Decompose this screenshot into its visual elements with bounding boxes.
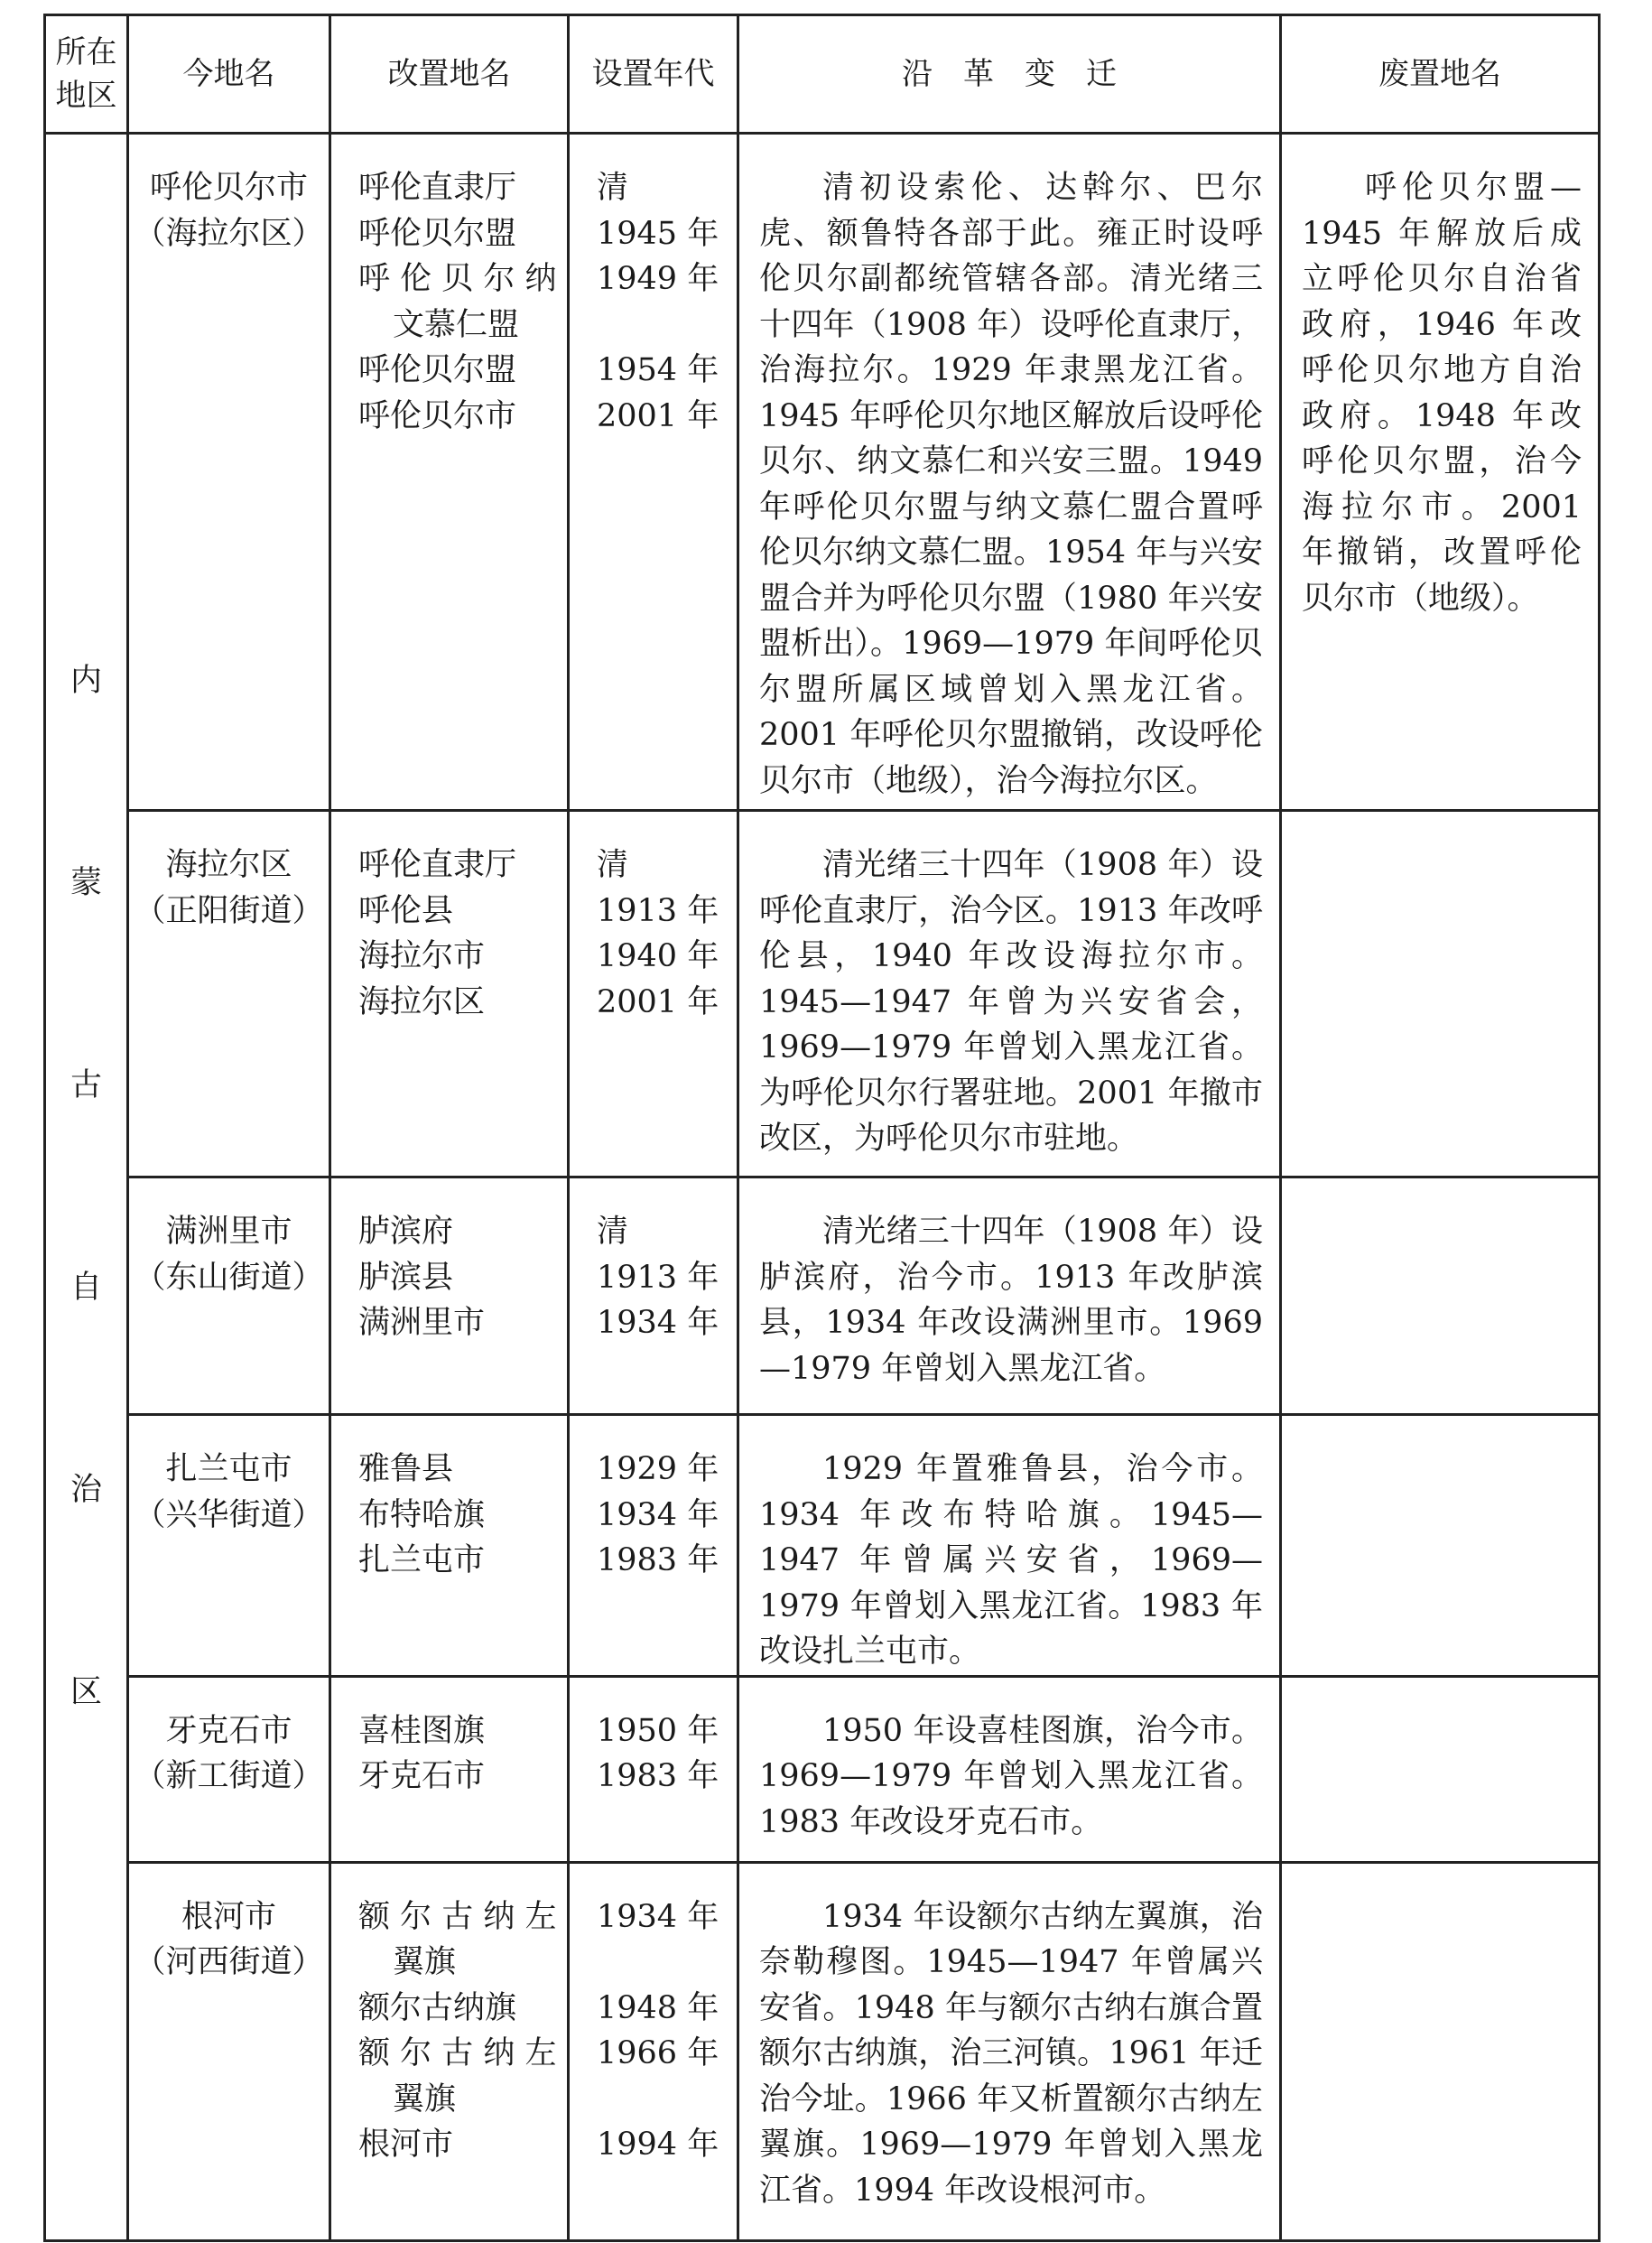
table-body xyxy=(45,134,1600,2241)
current-name-line: 牙克石市 xyxy=(165,1712,292,1749)
changed-name-line: 呼伦贝尔盟 xyxy=(358,352,517,388)
current-name-line: （兴华街道） xyxy=(134,1496,324,1533)
region-char: 内 xyxy=(70,663,102,700)
history-cell xyxy=(738,1862,1281,2240)
current-name-cell xyxy=(128,1415,330,1677)
changed-name-line: 雅鲁县 xyxy=(358,1451,454,1487)
header-region xyxy=(45,15,128,134)
year-line: 1966 年 xyxy=(597,2035,719,2071)
history-text: 清光绪三十四年（1908 年）设胪滨府，治今市。1913 年改胪滨县，1934 年改设满洲里市。1969—1979 年曾划入黑龙江省。 xyxy=(759,1214,1263,1387)
history-cell xyxy=(738,134,1281,811)
table-row xyxy=(45,811,1600,1177)
changed-name-line: 海拉尔区 xyxy=(358,983,486,1020)
abolished-cell xyxy=(1281,134,1600,811)
current-name-cell xyxy=(128,1177,330,1415)
changed-name-cell xyxy=(330,1862,569,2240)
current-name-cell xyxy=(128,811,330,1177)
header-current-name: 今地名 xyxy=(128,15,330,134)
year-line: 清 xyxy=(597,1214,629,1250)
table-row xyxy=(45,1415,1600,1677)
changed-name-cell xyxy=(330,1676,569,1862)
changed-name-cell xyxy=(330,1177,569,1415)
year-line: 1934 年 xyxy=(597,1305,719,1341)
year-line: 1950 年 xyxy=(597,1712,719,1749)
history-text: 1934 年设额尔古纳左翼旗，治奈勒穆图。1945—1947 年曾属兴安省。1948 年与额尔古纳右旗合置额尔古纳旗，治三河镇。1961 年迁治今址。1966 年又析置额尔古纳左翼旗。1969—1979 年曾划入黑龙江省。1994 年改设根河市。 xyxy=(759,1898,1263,2209)
year-line: 1954 年 xyxy=(597,352,719,388)
changed-name-line: 呼伦直隶厅 xyxy=(358,170,517,206)
history-text: 清光绪三十四年（1908 年）设呼伦直隶厅，治今区。1913 年改呼伦县，1940 年改设海拉尔市。1945—1947 年曾为兴安省会，1969—1979 年曾划入黑龙江省。为呼伦贝尔行署驻地。2001 年撤市改区，为呼伦贝尔市驻地。 xyxy=(759,847,1263,1157)
current-name-line: （正阳街道） xyxy=(134,892,324,929)
current-name-line: （海拉尔区） xyxy=(134,215,324,252)
year-line: 1949 年 xyxy=(597,261,719,297)
changed-name-line: 呼伦县 xyxy=(358,892,454,929)
abolished-cell xyxy=(1281,1177,1600,1415)
region-char: 治 xyxy=(70,1472,102,1509)
year-line: 2001 年 xyxy=(597,983,719,1020)
table-row xyxy=(45,1862,1600,2240)
changed-name-cell xyxy=(330,811,569,1177)
year-line xyxy=(597,2077,737,2123)
year-line: 清 xyxy=(597,170,629,206)
header-abolished: 废置地名 xyxy=(1281,15,1600,134)
gazetteer-sheet xyxy=(43,14,1598,2215)
header-row xyxy=(45,15,1600,134)
changed-name-line: 呼伦直隶厅 xyxy=(358,847,517,883)
year-cell xyxy=(569,134,738,811)
changed-name-line: 布特哈旗 xyxy=(358,1496,486,1533)
year-line: 清 xyxy=(597,847,629,883)
changed-name-line: 额 尔 古 纳 左 xyxy=(358,2035,557,2071)
year-line: 1934 年 xyxy=(597,1496,719,1533)
year-cell xyxy=(569,1676,738,1862)
year-line xyxy=(597,302,737,349)
region-char: 自 xyxy=(70,1270,102,1307)
changed-name-line: 呼伦贝尔市 xyxy=(358,397,517,434)
changed-name-line: 牙克石市 xyxy=(358,1758,486,1794)
abolished-cell xyxy=(1281,811,1600,1177)
current-name-cell xyxy=(128,1862,330,2240)
current-name-cell xyxy=(128,134,330,811)
year-line: 1913 年 xyxy=(597,892,719,929)
header-region-line: 所在 xyxy=(55,34,117,70)
changed-name-line: 翼旗 xyxy=(393,1944,457,1980)
current-name-cell xyxy=(128,1676,330,1862)
header-history: 沿 革 变 迁 xyxy=(738,15,1281,134)
header-year: 设置年代 xyxy=(569,15,738,134)
region-cell xyxy=(45,134,128,2241)
current-name-line: 海拉尔区 xyxy=(165,847,292,883)
changed-name-line: 呼 伦 贝 尔 纳 xyxy=(358,261,557,297)
year-line: 2001 年 xyxy=(597,397,719,434)
changed-name-line: 翼旗 xyxy=(393,2080,457,2117)
region-char: 蒙 xyxy=(70,865,102,902)
changed-name-cell xyxy=(330,1415,569,1677)
current-name-line: 满洲里市 xyxy=(165,1214,292,1250)
year-line: 1994 年 xyxy=(597,2127,719,2163)
history-text: 清初设索伦、达斡尔、巴尔虎、额鲁特各部于此。雍正时设呼伦贝尔副都统管辖各部。清光绪三十四年（1908 年）设呼伦直隶厅，治海拉尔。1929 年隶黑龙江省。1945 年呼伦贝尔地区解放后设呼伦贝尔、纳文慕仁和兴安三盟。1949 年呼伦贝尔盟与纳文慕仁盟合置呼伦贝尔纳文慕仁盟。1954 年与兴安盟合并为呼伦贝尔盟（1980 年兴安盟析出）。1969—1979 年间呼伦贝尔盟所属区域曾划入黑龙江省。2001 年呼伦贝尔盟撤销，改设呼伦贝尔市（地级），治今海拉尔区。 xyxy=(759,170,1263,799)
year-line: 1948 年 xyxy=(597,1989,719,2026)
gazetteer-table xyxy=(43,14,1601,2242)
current-name-line: （东山街道） xyxy=(134,1259,324,1296)
history-cell xyxy=(738,1676,1281,1862)
abolished-text: 呼伦贝尔盟—1945 年解放后成立呼伦贝尔自治省政府，1946 年改呼伦贝尔地方自治政府。1948 年改呼伦贝尔盟，治今海拉尔市。2001 年撤销，改置呼伦贝尔市（地级）。 xyxy=(1302,170,1582,617)
changed-name-cell xyxy=(330,134,569,811)
changed-name-line: 海拉尔市 xyxy=(358,938,486,974)
changed-name-line: 呼伦贝尔盟 xyxy=(358,215,517,252)
year-line: 1945 年 xyxy=(597,215,719,252)
year-cell xyxy=(569,811,738,1177)
year-cell xyxy=(569,1177,738,1415)
header-region-line: 地区 xyxy=(55,78,117,114)
abolished-cell xyxy=(1281,1676,1600,1862)
changed-name-line: 根河市 xyxy=(358,2127,454,2163)
year-line: 1940 年 xyxy=(597,938,719,974)
table-row xyxy=(45,134,1600,811)
current-name-line: （河西街道） xyxy=(134,1944,324,1980)
changed-name-line: 额尔古纳旗 xyxy=(358,1989,517,2026)
year-line: 1929 年 xyxy=(597,1451,719,1487)
history-cell xyxy=(738,1415,1281,1677)
year-line: 1913 年 xyxy=(597,1259,719,1296)
year-line: 1983 年 xyxy=(597,1758,719,1794)
changed-name-line: 扎兰屯市 xyxy=(358,1542,486,1578)
region-char: 古 xyxy=(70,1067,102,1104)
current-name-line: 呼伦贝尔市 xyxy=(149,170,308,206)
year-cell xyxy=(569,1415,738,1677)
changed-name-line: 满洲里市 xyxy=(358,1305,486,1341)
history-text: 1929 年置雅鲁县，治今市。1934 年改布特哈旗。1945—1947 年曾属兴安省，1969—1979 年曾划入黑龙江省。1983 年改设扎兰屯市。 xyxy=(759,1451,1263,1670)
abolished-cell xyxy=(1281,1862,1600,2240)
current-name-line: 根河市 xyxy=(181,1898,276,1935)
changed-name-line: 文慕仁盟 xyxy=(393,306,520,343)
year-cell xyxy=(569,1862,738,2240)
current-name-line: （新工街道） xyxy=(134,1758,324,1794)
region-char: 区 xyxy=(70,1674,102,1711)
history-cell xyxy=(738,1177,1281,1415)
year-line xyxy=(597,1940,737,1986)
table-row xyxy=(45,1676,1600,1862)
year-line: 1983 年 xyxy=(597,1542,719,1578)
year-line: 1934 年 xyxy=(597,1898,719,1935)
changed-name-line: 胪滨县 xyxy=(358,1259,454,1296)
header-changed-name: 改置地名 xyxy=(330,15,569,134)
current-name-line: 扎兰屯市 xyxy=(165,1451,292,1487)
abolished-cell xyxy=(1281,1415,1600,1677)
history-cell xyxy=(738,811,1281,1177)
changed-name-line: 胪滨府 xyxy=(358,1214,454,1250)
table-row xyxy=(45,1177,1600,1415)
history-text: 1950 年设喜桂图旗，治今市。1969—1979 年曾划入黑龙江省。1983 年改设牙克石市。 xyxy=(759,1712,1263,1840)
changed-name-line: 额 尔 古 纳 左 xyxy=(358,1898,557,1935)
changed-name-line: 喜桂图旗 xyxy=(358,1712,486,1749)
